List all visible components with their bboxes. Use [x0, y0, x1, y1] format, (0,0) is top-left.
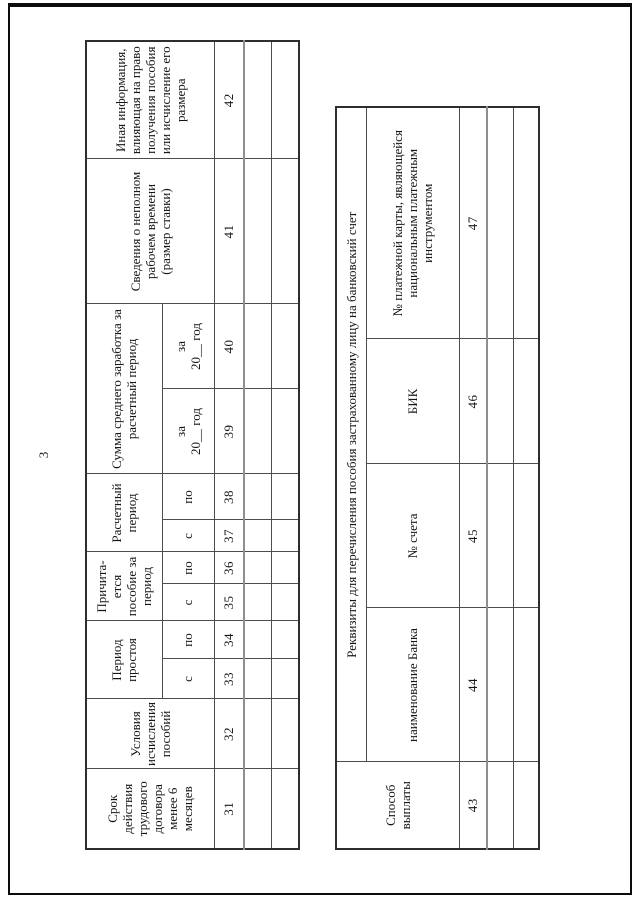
benefit-conditions-table [85, 40, 300, 850]
year-label-line2: 20__ год [188, 322, 203, 370]
empty-cell [244, 769, 271, 849]
subheader-downtime-from: с [162, 659, 214, 699]
empty-cell [271, 659, 299, 699]
header-account-number: № счета [366, 464, 459, 608]
header-other-info: Иная информация, влияющая на право получения пособия или исчисление его размера [86, 41, 214, 159]
empty-cell [513, 608, 539, 762]
empty-cell [244, 621, 271, 659]
year-label-line2: 20__ год [188, 407, 203, 455]
header-part-time-info: Сведения о неполном рабочем времени (размер ставки) [86, 159, 214, 304]
empty-cell [513, 464, 539, 608]
empty-cell [271, 159, 299, 304]
subheader-year-2 [162, 304, 214, 389]
empty-cell [513, 762, 539, 849]
empty-cell [271, 769, 299, 849]
header-downtime-period: Период простоя [86, 621, 162, 699]
empty-cell [271, 552, 299, 584]
empty-cell [244, 41, 271, 159]
subheader-calc-from: с [162, 520, 214, 552]
empty-cell [244, 520, 271, 552]
empty-cell [244, 474, 271, 520]
empty-cell [271, 584, 299, 621]
subheader-due-from: с [162, 584, 214, 621]
field-43: 43 [459, 762, 487, 849]
subheader-year-1 [162, 389, 214, 474]
empty-cell [487, 339, 513, 464]
field-37: 37 [214, 520, 244, 552]
empty-cell [487, 608, 513, 762]
empty-cell [513, 107, 539, 339]
empty-cell [244, 659, 271, 699]
field-36: 36 [214, 552, 244, 584]
empty-cell [271, 474, 299, 520]
field-42: 42 [214, 41, 244, 159]
field-44: 44 [459, 608, 487, 762]
empty-cell [244, 552, 271, 584]
subheader-downtime-to: по [162, 621, 214, 659]
payment-details-table [335, 106, 540, 850]
empty-cell [487, 107, 513, 339]
field-46: 46 [459, 339, 487, 464]
header-bank-name: наименование Банка [366, 608, 459, 762]
field-38: 38 [214, 474, 244, 520]
empty-cell [513, 339, 539, 464]
field-40: 40 [214, 304, 244, 389]
year-label-line1: за [172, 341, 188, 352]
empty-cell [271, 520, 299, 552]
empty-cell [487, 464, 513, 608]
subheader-calc-to: по [162, 474, 214, 520]
field-32: 32 [214, 699, 244, 769]
field-47: 47 [459, 107, 487, 339]
empty-cell [244, 584, 271, 621]
header-calc-conditions: Условия исчисления пособий [86, 699, 214, 769]
header-contract-term: Срок действия трудового договора менее 6 месяцев [86, 769, 214, 849]
field-33: 33 [214, 659, 244, 699]
page-number: 3 [36, 451, 51, 459]
empty-cell [271, 304, 299, 389]
header-bik: БИК [366, 339, 459, 464]
empty-cell [244, 389, 271, 474]
empty-cell [271, 699, 299, 769]
header-average-earnings: Сумма среднего заработка за расчетный период [86, 304, 162, 474]
empty-cell [244, 304, 271, 389]
header-benefit-due-period: Причита-ется пособие за период [86, 552, 162, 621]
empty-cell [271, 41, 299, 159]
header-bank-requisites-group: Реквизиты для перечисления пособия застрахованному лицу на банковский счет [336, 107, 366, 762]
header-calc-period: Расчетный период [86, 474, 162, 552]
header-card-number: № платежной карты, являющейся национальным платежным инструментом [366, 107, 459, 339]
field-41: 41 [214, 159, 244, 304]
empty-cell [271, 389, 299, 474]
field-31: 31 [214, 769, 244, 849]
empty-cell [244, 159, 271, 304]
empty-cell [271, 621, 299, 659]
header-payment-method: Способ выплаты [336, 762, 459, 849]
field-34: 34 [214, 621, 244, 659]
field-45: 45 [459, 464, 487, 608]
empty-cell [487, 762, 513, 849]
subheader-due-to: по [162, 552, 214, 584]
field-35: 35 [214, 584, 244, 621]
year-label-line1: за [172, 426, 188, 437]
empty-cell [244, 699, 271, 769]
field-39: 39 [214, 389, 244, 474]
